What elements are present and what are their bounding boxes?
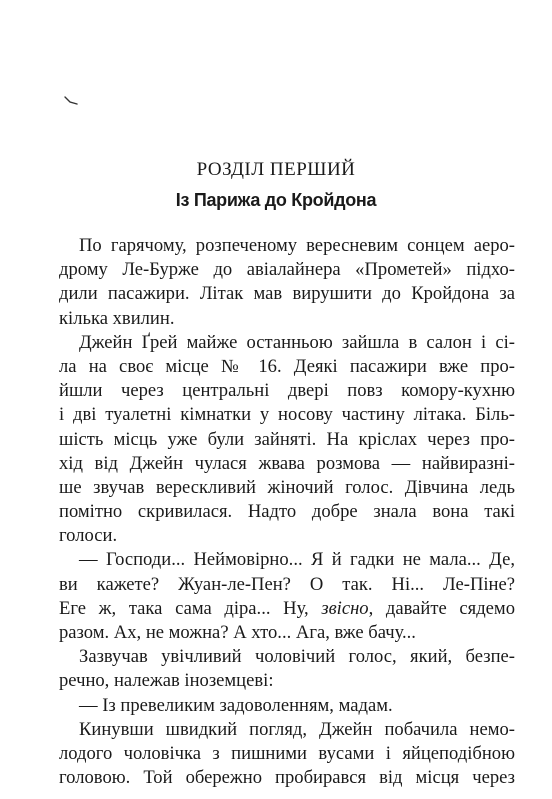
text-line: помітно скривилася. Надто добре знала вона такі: [59, 501, 515, 523]
paragraph-1: [59, 234, 515, 331]
stray-pen-mark: [64, 96, 78, 106]
text-line: голоси.: [59, 525, 118, 547]
text-line: ше звучав верескливий жіночий голос. Дівчина ледь: [59, 476, 515, 498]
text-line: і дві туалетні кімнатки у носову частину літака. Біль-: [59, 404, 515, 426]
text-line: Джейн Ґрей майже останньою зайшла в салон і сі-: [79, 331, 515, 353]
text-line: дили пасажири. Літак мав вирушити до Кройдона за: [59, 283, 515, 305]
text-line: йшли через центральні двері повз комору-кухню: [59, 380, 515, 402]
text-line: Зазвучав увічливий чоловічий голос, який, безпе-: [79, 646, 515, 668]
text-line: ви кажете? Жуан-ле-Пен? О так. Ні... Ле-Піне?: [59, 573, 515, 595]
text-line: дрому Ле-Бурже до авіалайнера «Прометей» підхо-: [59, 259, 515, 281]
text-line: речно, належав іноземцеві:: [59, 670, 274, 692]
text-line: По гарячому, розпеченому вересневим сонцем аеро-: [79, 235, 515, 256]
paragraph-4: [59, 645, 515, 693]
paragraph-3: [59, 548, 515, 645]
text-line: шість місць уже були зайняті. На кріслах через про-: [59, 428, 515, 450]
text-line: лодого чоловічка з пишними вусами і яйцеподібною: [59, 742, 515, 764]
text-line: разом. Ах, не можна? А хто... Ага, вже бачу...: [59, 622, 416, 643]
paragraph-5: [59, 694, 515, 718]
paragraph-6: [59, 718, 515, 791]
chapter-heading: РОЗДІЛ ПЕРШИЙ: [196, 159, 356, 180]
chapter-body: [59, 234, 515, 790]
text-line: — Із превеликим задоволенням, мадам.: [79, 694, 393, 716]
text-line italic-line: Еге ж, така сама діра... Ну, звісно, давайте сядемо: [59, 597, 515, 619]
chapter-subtitle: Із Парижа до Кройдона: [175, 190, 377, 210]
text-line: ла на своє місце № 16. Деякі пасажири вже про-: [59, 355, 515, 377]
text-line: — Господи... Неймовірно... Я й гадки не мала... Де,: [79, 549, 515, 571]
text-line: Кинувши швидкий погляд, Джейн побачила немо-: [79, 718, 515, 740]
paragraph-2: [59, 331, 515, 549]
text-line: хід від Джейн чулася жвава розмова — найвиразні-: [59, 452, 515, 474]
text-line: головою. Той обережно пробирався від місця через: [59, 767, 515, 789]
emphasized-word: звісно: [321, 597, 369, 619]
text-line: кілька хвилин.: [59, 307, 175, 329]
